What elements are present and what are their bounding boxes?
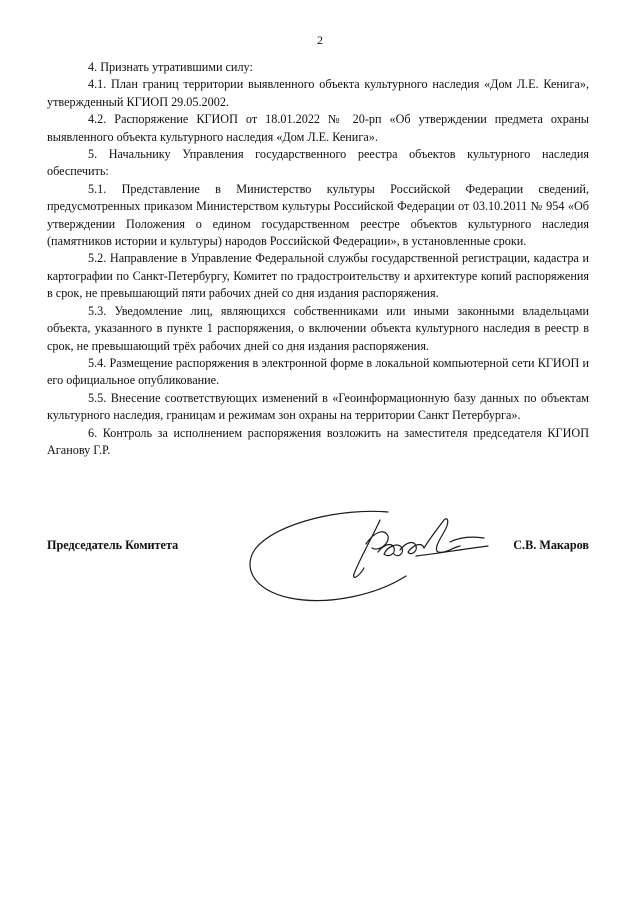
signer-name: С.В. Макаров <box>513 538 589 552</box>
page-number: 2 <box>317 33 323 47</box>
paragraph-4-1: 4.1. План границ территории выявленного объекта культурного наследия «Дом Л.Е. Кенига», утвержденный КГИОП 29.05.2002. <box>47 77 589 109</box>
paragraph-5-1: 5.1. Представление в Министерство культуры Российской Федерации сведений, предусмотренных приказом Министерством культуры Российской Федерации от 03.10.2011 № 954 «Об утверждении Положения о едином государственном реестре объектов культурного наследия (памятников истории и культуры) народов Российской Федерации», в установленные сроки. <box>47 181 589 249</box>
signer-title: Председатель Комитета <box>47 538 179 552</box>
paragraph-5-5: 5.5. Внесение соответствующих изменений в «Геоинформационную базу данных по объектам культурного наследия, границам и режимам зон охраны на территории Санкт Петербурга». <box>47 390 589 423</box>
paragraph-5-4: 5.4. Размещение распоряжения в электронной форме в локальной компьютерной сети КГИОП и его официальное опубликование. <box>47 355 589 388</box>
paragraph-5: 5. Начальнику Управления государственного реестра объектов культурного наследия обеспечить: <box>47 147 589 179</box>
handwritten-signature <box>238 498 498 608</box>
paragraph-4: 4. Признать утратившими силу: <box>88 60 253 74</box>
paragraph-4-2: 4.2. Распоряжение КГИОП от 18.01.2022 № 20-рп «Об утверждении предмета охраны выявленного объекта культурного наследия «Дом Л.Е. Кенига». <box>47 112 589 144</box>
paragraph-6: 6. Контроль за исполнением распоряжения возложить на заместителя председателя КГИОП Аганову Г.Р. <box>47 425 589 457</box>
paragraph-5-3: 5.3. Уведомление лиц, являющихся собственниками или иными законными владельцами объекта, указанного в пункте 1 распоряжения, о включении объекта культурного наследия в реестр в срок, не превышающий трёх рабочих дней со дня издания распоряжения. <box>47 303 589 353</box>
document-body <box>47 59 589 459</box>
paragraph-5-2: 5.2. Направление в Управление Федеральной службы государственной регистрации, кадастра и картографии по Санкт-Петербургу, Комитет по градостроительству и архитектуре копий распоряжения в срок, не превышающий пяти рабочих дней со дня издания распоряжения. <box>47 251 589 301</box>
